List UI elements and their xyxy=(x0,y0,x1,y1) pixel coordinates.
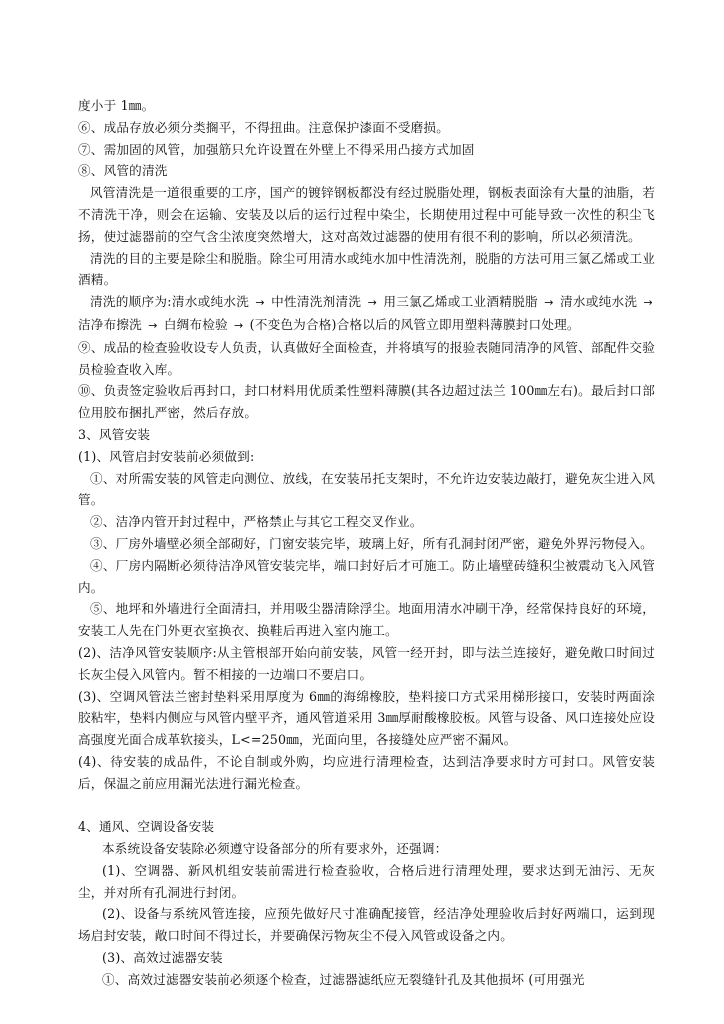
paragraph: 清洗的目的主要是除尘和脱脂。除尘可用清水或纯水加中性清洗剂，脱脂的方法可用三氯乙烯或工业酒精。 xyxy=(78,250,655,288)
arrow-icon: → xyxy=(544,296,554,310)
paragraph: 风管清洗是一道很重要的工序，国产的镀锌钢板都没有经过脱脂处理，钢板表面涂有大量的油脂，若不清洗干净，则会在运输、安装及以后的运行过程中染尘，长期使用过程中可能导致一次性的积尘飞扬，使过滤器前的空气含尘浓度突然增大，这对高效过滤器的使用有很不利的影响，所以必须清洗。 xyxy=(78,185,655,244)
sequence-suffix: (不变色为合格)合格以后的风管立即用塑料薄膜封口处理。 xyxy=(249,316,580,332)
arrow-icon: → xyxy=(148,318,158,332)
paragraph: ⑤、地坪和外墙进行全面清扫，并用吸尘器清除浮尘。地面用清水冲刷干净，经常保持良好的环境，安装工人先在门外更衣室换衣、换鞋后再进入室内施工。 xyxy=(78,601,655,639)
paragraph: ⑩、负责签定验收后再封口，封口材料用优质柔性塑料薄膜(其各边超过法兰 100㎜左右)。最后封口部位用胶布捆扎严密，然后存放。 xyxy=(78,383,655,421)
sequence-step: 洁净布擦洗 xyxy=(78,316,142,332)
paragraph: (1)、风管启封安装前必须做到: xyxy=(78,448,255,464)
paragraph: 本系统设备安装除必须遵守设备部分的所有要求外，还强调： xyxy=(102,841,448,857)
paragraph: ①、高效过滤器安装前必须逐个检查，过滤器滤纸应无裂缝针孔及其他损坏 (可用强光 xyxy=(102,971,585,987)
paragraph: (4)、待安装的成品件，不论自制或外购，均应进行清理检查，达到洁净要求时方可封口。风管安装后，保温之前应用漏光法进行漏光检查。 xyxy=(78,753,655,791)
arrow-icon: → xyxy=(367,296,378,310)
paragraph: (2)、设备与系统风管连接，应预先做好尺寸准确配接管，经洁净处理验收后封好两端口，运到现场启封安装，敞口时间不得过长，并要确保污物灰尘不侵入风管或设备之内。 xyxy=(78,906,655,944)
paragraph: ①、对所需安装的风管走向测位、放线，在安装吊托支架时，不允许边安装边敲打，避免灰尘进入风管。 xyxy=(78,470,655,508)
paragraph: ③、厂房外墙壁必须全部砌好，门窗安装完毕，玻璃上好，所有孔洞封闭严密，避免外界污物侵入。 xyxy=(90,535,653,551)
paragraph: 3、风管安装 xyxy=(78,426,151,442)
paragraph: ⑨、成品的检查验收设专人负责，认真做好全面检查，并将填写的报验表随同清净的风管、部配件交验员检验查收入库。 xyxy=(78,339,655,377)
blank-line xyxy=(78,795,655,817)
paragraph: (3)、空调风管法兰密封垫料采用厚度为 6㎜的海绵橡胶，垫料接口方式采用梯形接口，安装时两面涂胶粘牢，垫料内侧应与风管内壁平齐，通风管道采用 3㎜厚耐酸橡胶板。风管与设备、风口连接处应设高强度光面合成革软接头，L<=250㎜，光面向里，各接缝处应严密不漏风。 xyxy=(78,688,655,748)
document-body xyxy=(78,95,655,991)
paragraph: (1)、空调器、新风机组安装前需进行检查验收，合格后进行清理处理，要求达到无油污、无灰尘，并对所有孔洞进行封闭。 xyxy=(78,862,655,900)
sequence-step: 用三氯乙烯或工业酒精脱脂 xyxy=(383,294,538,310)
paragraph: ②、洁净内管开封过程中，严格禁止与其它工程交叉作业。 xyxy=(90,514,423,530)
text-block-2 xyxy=(78,337,655,991)
arrow-icon: → xyxy=(234,318,244,332)
cleaning-sequence xyxy=(78,291,655,337)
paragraph: ⑦、需加固的风管，加强筋只允许设置在外壁上不得采用凸接方式加固 xyxy=(78,141,475,157)
sequence-prefix: 清洗的顺序为:清水或纯水洗 xyxy=(90,294,250,310)
sequence-step: 中性清洗剂清洗 xyxy=(271,294,362,310)
paragraph: 4、通风、空调设备安装 xyxy=(78,819,215,835)
paragraph: ⑧、风管的清洗 xyxy=(78,163,168,179)
paragraph: ④、厂房内隔断必须待洁净风管安装完毕，端口封好后才可施工。防止墙壁砖缝积尘被震动飞入风管内。 xyxy=(78,557,655,595)
sequence-step: 清水或纯水洗 xyxy=(559,294,638,310)
paragraph: (2)、洁净风管安装顺序:从主管根部开始向前安装，风管一经开封，即与法兰连接好，避免敞口时间过长灰尘侵入风管内。暂不相接的一边端口不要启口。 xyxy=(78,644,655,682)
paragraph: (3)、高效过滤器安装 xyxy=(102,950,223,966)
paragraph: ⑥、成品存放必须分类搁平，不得扭曲。注意保护漆面不受磨损。 xyxy=(78,119,450,135)
arrow-icon: → xyxy=(643,296,653,310)
sequence-step: 白绸布检验 xyxy=(163,316,228,332)
text-block-1 xyxy=(78,95,655,291)
paragraph: 度小于 1㎜。 xyxy=(78,98,155,113)
arrow-icon: → xyxy=(255,296,265,310)
